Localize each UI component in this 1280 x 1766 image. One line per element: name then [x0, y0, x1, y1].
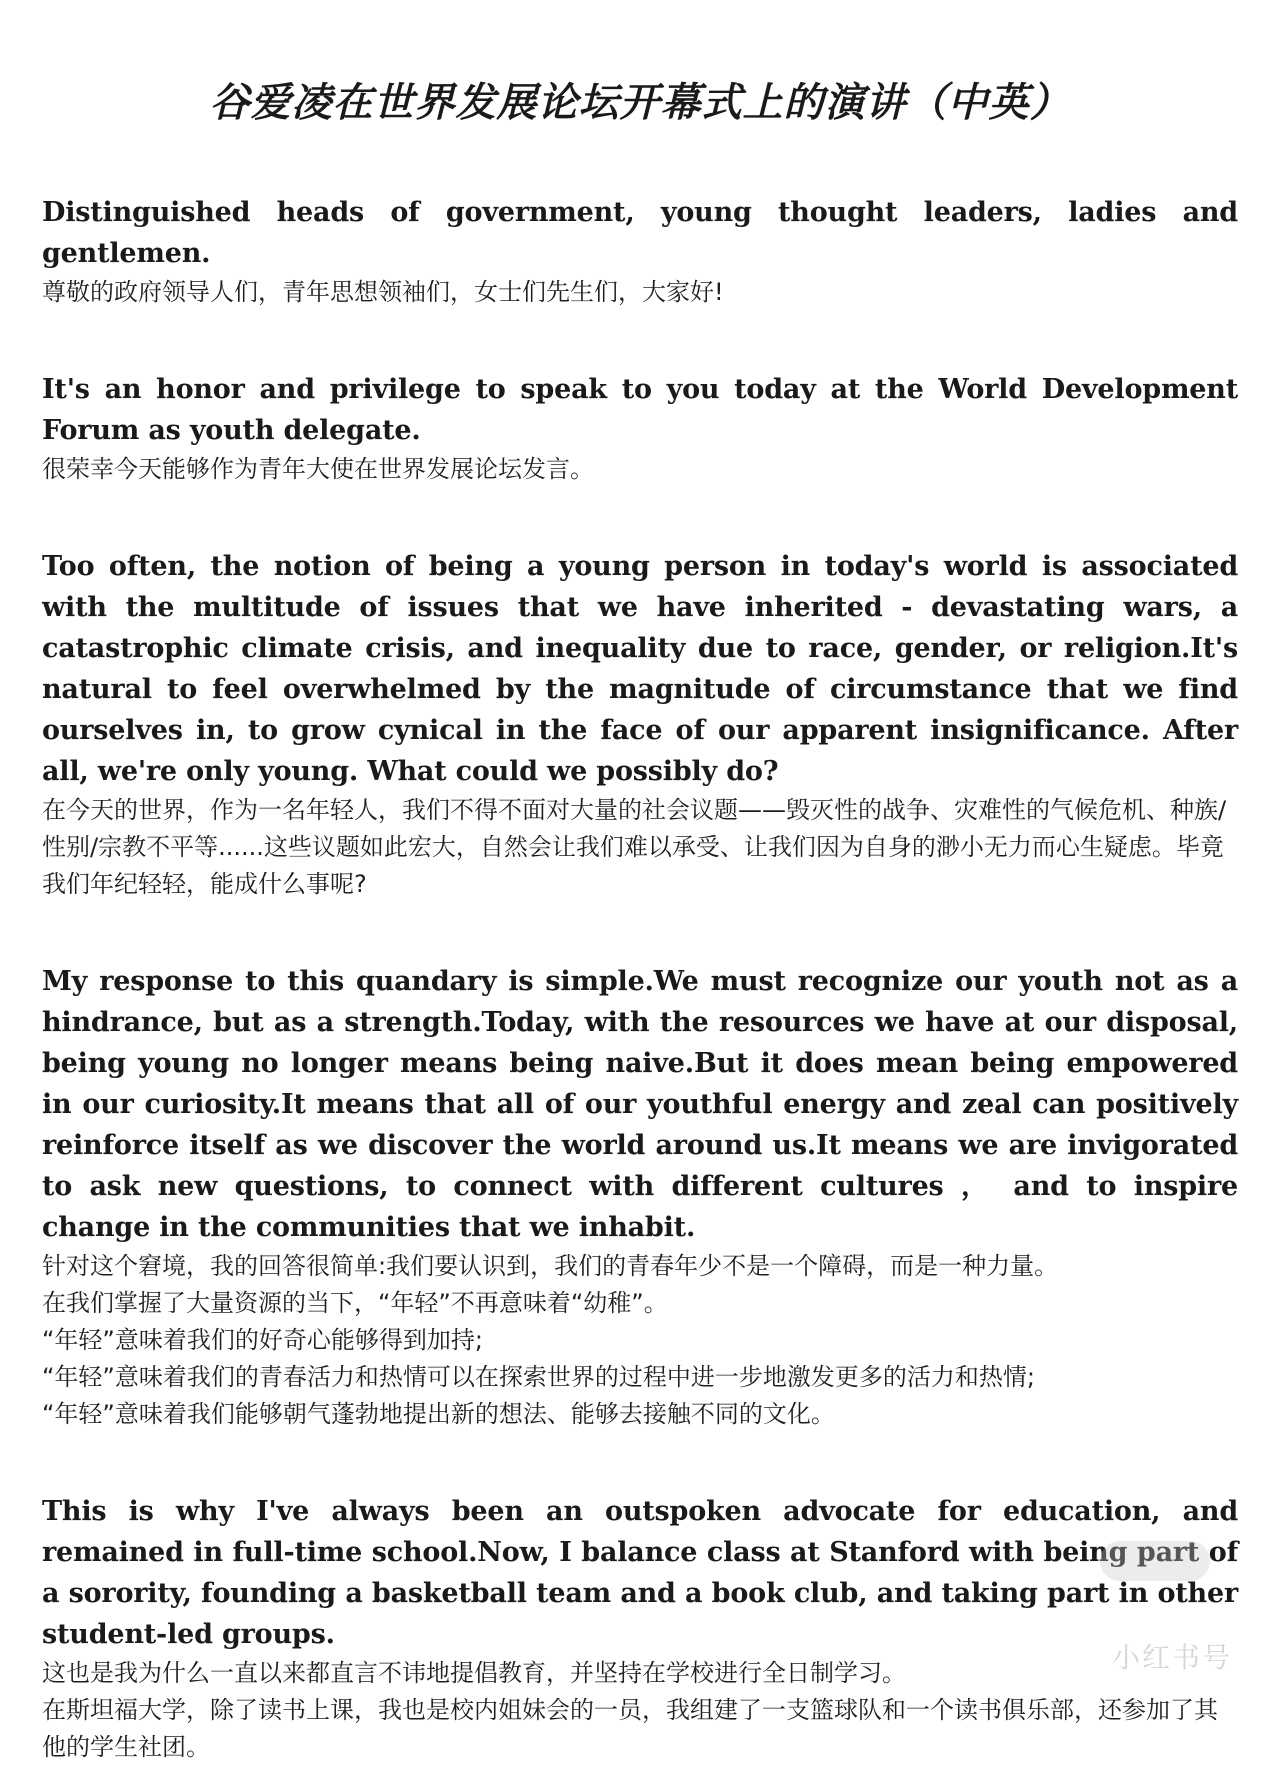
chinese-line: 针对这个窘境，我的回答很简单:我们要认识到，我们的青春年少不是一个障碍，而是一种力量。 — [42, 1252, 1059, 1280]
english-paragraph: This is why I've always been an outspoken advocate for education, and remained in full-time school.Now, I balance class at Stanford with being part of a sorority, founding a basketball team and a book club, and taking part in other student-led groups. — [42, 1496, 1238, 1650]
chinese-line: 在斯坦福大学，除了读书上课，我也是校内姐妹会的一员，我组建了一支篮球队和一个读书俱乐部，还参加了其他的学生社团。 — [42, 1696, 1218, 1761]
chinese-paragraph: 在今天的世界，作为一名年轻人，我们不得不面对大量的社会议题——毁灭性的战争、灾难性的气候危机、种族/性别/宗教不平等......这些议题如此宏大，自然会让我们难以承受、让我们因为自身的渺小无力而心生疑虑。毕竟我们年纪轻轻，能成什么事呢? — [42, 796, 1227, 898]
chinese-line: “年轻”意味着我们的青春活力和热情可以在探索世界的过程中进一步地激发更多的活力和热情; — [42, 1363, 1035, 1391]
document-title: 谷爱凌在世界发展论坛开幕式上的演讲（中英） — [209, 80, 1071, 126]
chinese-paragraph: 很荣幸今天能够作为青年大使在世界发展论坛发言。 — [42, 455, 594, 483]
chinese-paragraph: 尊敬的政府领导人们，青年思想领袖们，女士们先生们，大家好! — [42, 278, 724, 306]
english-paragraph: Too often, the notion of being a young person in today's world is associated with the multitude of issues that we have inherited - devastating wars, a catastrophic climate crisis, and inequality due to race, gender, or religion.It's natural to feel overwhelmed by the magnitude of circumstance that we find ourselves in, to grow cynical in the face of our apparent insignificance. After all, we're only young. What could we possibly do? — [42, 551, 1238, 787]
paragraph-block — [42, 192, 1238, 311]
paragraph-block — [42, 546, 1238, 903]
chinese-line: “年轻”意味着我们的好奇心能够得到加持; — [42, 1326, 483, 1354]
chinese-line: 在我们掌握了大量资源的当下，“年轻”不再意味着“幼稚”。 — [42, 1289, 668, 1317]
watermark-badge — [1100, 1541, 1210, 1581]
watermark: 小红书号 — [1111, 1641, 1232, 1674]
paragraph-block — [42, 369, 1238, 488]
paragraph-block — [42, 961, 1238, 1433]
english-paragraph: Distinguished heads of government, young thought leaders, ladies and gentlemen. — [42, 197, 1238, 269]
paragraph-block — [42, 1491, 1238, 1766]
english-paragraph: My response to this quandary is simple.We must recognize our youth not as a hindrance, but as a strength.Today, with the resources we have at our disposal, being young no longer means being naive.But it does mean being empowered in our curiosity.It means that all of our youthful energy and zeal can positively reinforce itself as we discover the world around us.It means we are invigorated to ask new questions, to connect with different cultures ， and to inspire change in the communities that we inhabit. — [42, 966, 1238, 1243]
english-paragraph: It's an honor and privilege to speak to you today at the World Development Forum as youth delegate. — [42, 374, 1238, 446]
chinese-line: 这也是我为什么一直以来都直言不讳地提倡教育，并坚持在学校进行全日制学习。 — [42, 1659, 906, 1687]
chinese-line: “年轻”意味着我们能够朝气蓬勃地提出新的想法、能够去接触不同的文化。 — [42, 1400, 835, 1428]
